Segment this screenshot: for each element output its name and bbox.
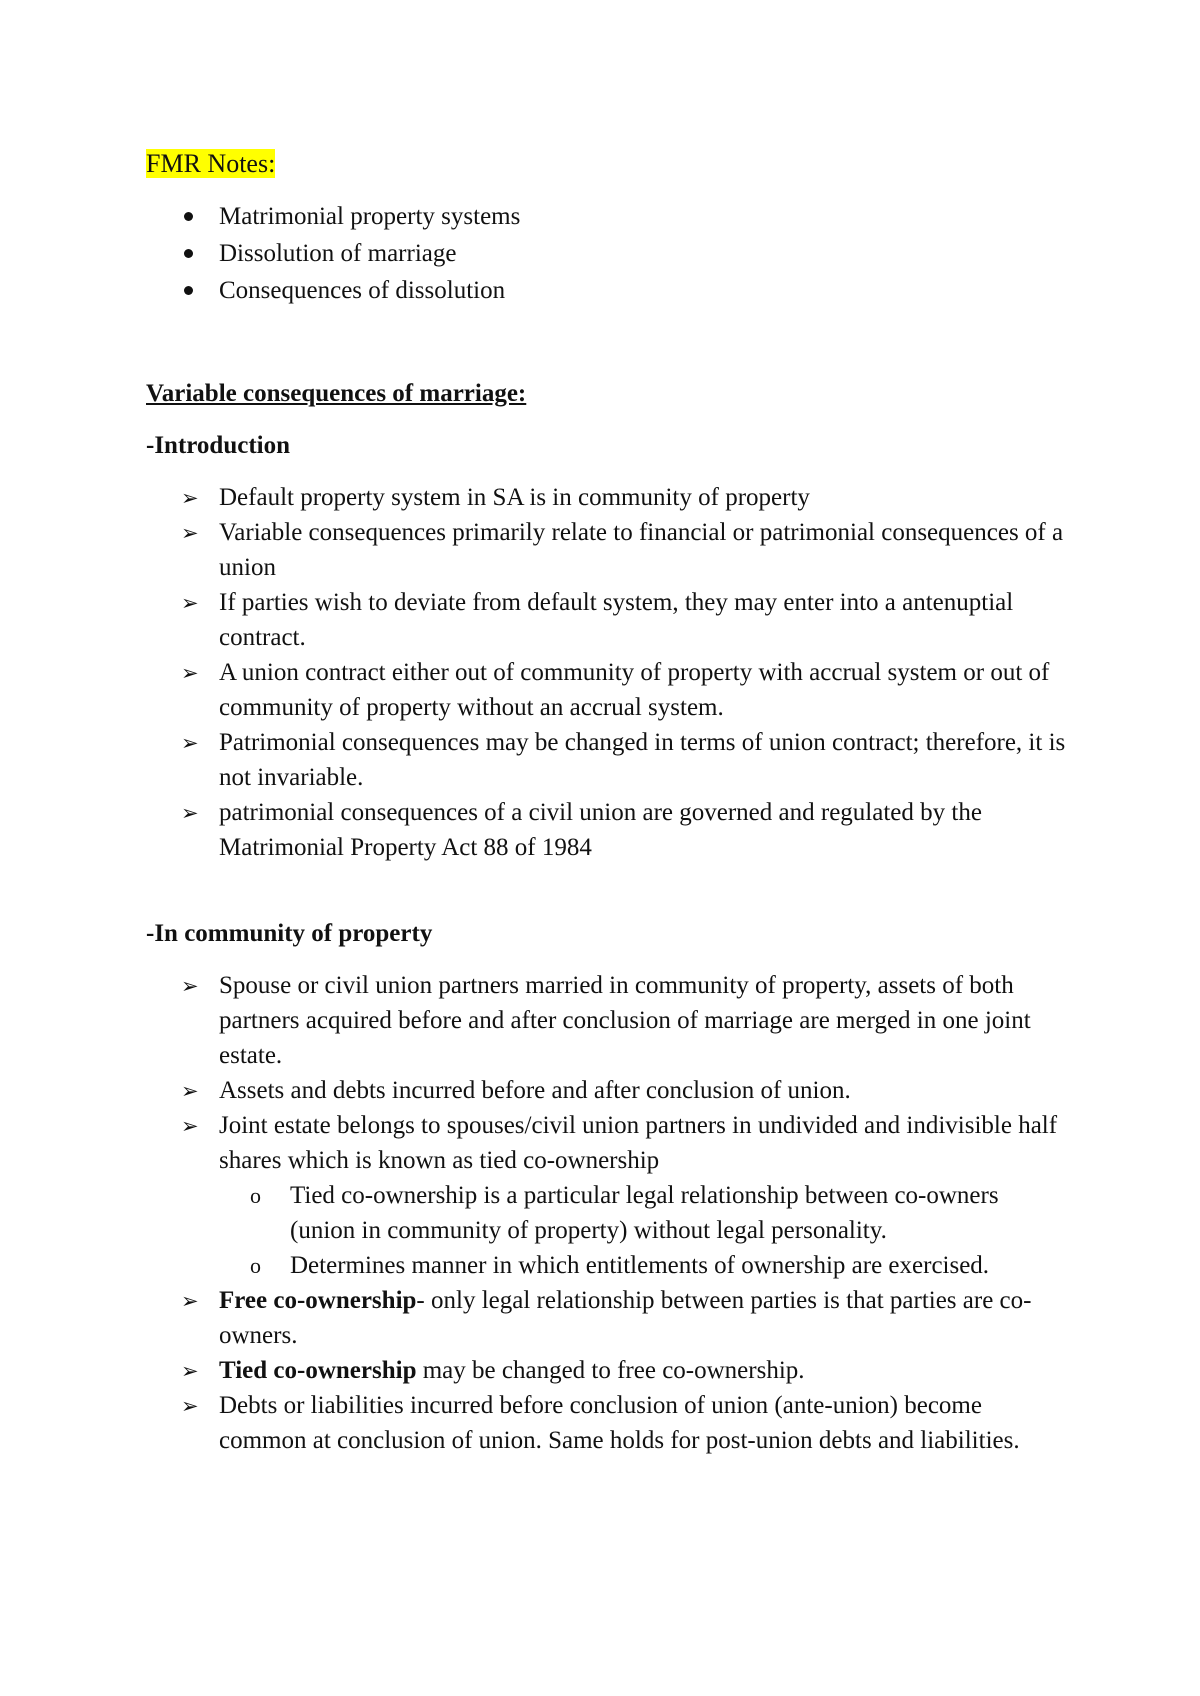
list-item: ➢ patrimonial consequences of a civil union are governed and regulated by the Matrimonial Property Act 88 of 1984 [0, 795, 1200, 865]
list-item: ➢ If parties wish to deviate from default system, they may enter into a antenuptial contract. [0, 585, 1200, 655]
notes-title [146, 148, 275, 180]
list-item: ➢ Free co-ownership- only legal relationship between parties is that parties are co-owners. [0, 1283, 1200, 1353]
list-item: ➢ Variable consequences primarily relate to financial or patrimonial consequences of a union [0, 515, 1200, 585]
list-item: ➢ Joint estate belongs to spouses/civil union partners in undivided and indivisible half shares which is known as tied co-ownership o Tied co-ownership is a particular legal relationship between co-owners (union in community of property) without legal personality. o Determines manner in which entitlements of ownership are exercised. [0, 1108, 1200, 1283]
sub-list-item: o Determines manner in which entitlements of ownership are exercised. [219, 1248, 1070, 1283]
bullet-icon [184, 286, 193, 295]
bold-term: Tied co-ownership [219, 1357, 417, 1384]
list-item: ➢ Default property system in SA is in community of property [0, 480, 1200, 515]
arrow-bullet-icon: ➢ [181, 1394, 199, 1418]
section-heading-community-of-property: -In community of property [146, 920, 433, 947]
community-of-property-list [0, 968, 1200, 1458]
circle-bullet-icon: o [250, 1253, 261, 1278]
arrow-bullet-icon: ➢ [181, 591, 199, 615]
arrow-bullet-icon: ➢ [181, 1079, 199, 1103]
sub-list [219, 1178, 1070, 1283]
bullet-icon [184, 249, 193, 258]
sub-list-item: o Tied co-ownership is a particular legal relationship between co-owners (union in community of property) without legal personality. [219, 1178, 1070, 1248]
arrow-bullet-icon: ➢ [181, 486, 199, 510]
arrow-bullet-icon: ➢ [181, 1114, 199, 1138]
topic-item: Consequences of dissolution [0, 272, 1200, 309]
arrow-bullet-icon: ➢ [181, 1289, 199, 1313]
introduction-list [0, 480, 1200, 865]
list-item: ➢ A union contract either out of community of property with accrual system or out of community of property without an accrual system. [0, 655, 1200, 725]
arrow-bullet-icon: ➢ [181, 801, 199, 825]
arrow-bullet-icon: ➢ [181, 974, 199, 998]
topic-item: Matrimonial property systems [0, 198, 1200, 235]
list-item: ➢ Assets and debts incurred before and after conclusion of union. [0, 1073, 1200, 1108]
list-item: ➢ Patrimonial consequences may be changed in terms of union contract; therefore, it is not invariable. [0, 725, 1200, 795]
highlighted-title: FMR Notes: [146, 149, 276, 178]
circle-bullet-icon: o [250, 1183, 261, 1208]
topic-list [0, 198, 1200, 309]
arrow-bullet-icon: ➢ [181, 661, 199, 685]
arrow-bullet-icon: ➢ [181, 731, 199, 755]
bold-term: Free co-ownership [219, 1287, 417, 1314]
arrow-bullet-icon: ➢ [181, 1359, 199, 1383]
bullet-icon [184, 212, 193, 221]
list-item: ➢ Debts or liabilities incurred before conclusion of union (ante-union) become common at conclusion of union. Same holds for post-union debts and liabilities. [0, 1388, 1200, 1458]
topic-item: Dissolution of marriage [0, 235, 1200, 272]
arrow-bullet-icon: ➢ [181, 521, 199, 545]
main-heading: Variable consequences of marriage: [146, 380, 527, 407]
list-item: ➢ Tied co-ownership may be changed to free co-ownership. [0, 1353, 1200, 1388]
section-heading-introduction: -Introduction [146, 432, 291, 459]
list-item: ➢ Spouse or civil union partners married in community of property, assets of both partners acquired before and after conclusion of marriage are merged in one joint estate. [0, 968, 1200, 1073]
